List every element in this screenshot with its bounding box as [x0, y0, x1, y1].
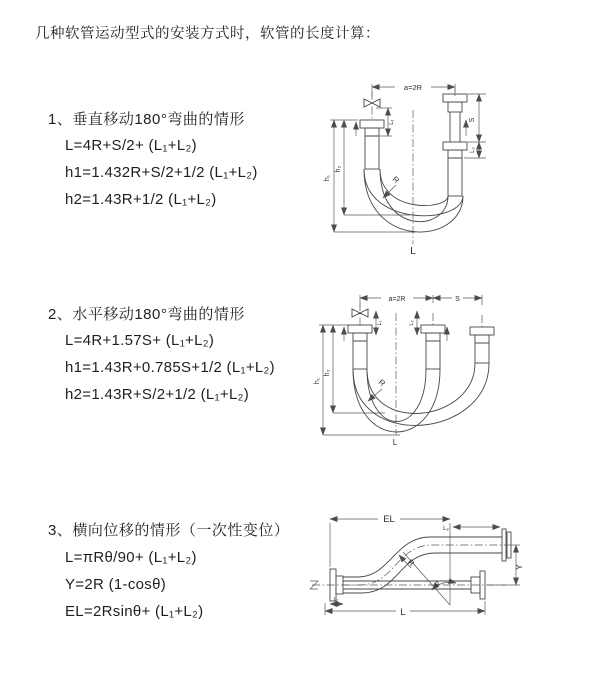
dimension-label: L₁ — [333, 597, 339, 603]
dimension-label: EL — [383, 514, 395, 525]
section-3-heading: 3、横向位移的情形（一次性变位） — [48, 522, 290, 539]
braided-hose-section — [448, 158, 462, 196]
section-2-heading: 2、水平移动180°弯曲的情形 — [48, 306, 245, 323]
page-title: 几种软管运动型式的安装方式时，软管的长度计算： — [35, 26, 380, 42]
dimension-width — [372, 82, 455, 96]
dimension-label: L₂ — [409, 320, 415, 326]
formula-line: h1=1.43R+0.785S+1/2 (L₁+L₂) — [65, 359, 275, 376]
braided-hose-section — [475, 343, 489, 363]
dimension-label: h₁ — [314, 377, 321, 385]
formula-line: Y=2R (1-cosθ) — [65, 576, 167, 593]
dimension-l2 — [409, 311, 417, 335]
dimension-label: S — [455, 296, 460, 303]
dimension-label: L₂ — [470, 147, 476, 153]
dimension-label: Y — [514, 564, 524, 570]
formula-line: h1=1.432R+S/2+1/2 (L₁+L₂) — [65, 164, 258, 181]
dimension-label: a=2R — [403, 83, 423, 92]
dimension-s — [468, 94, 486, 142]
dimension-label: h₂ — [335, 165, 342, 173]
right-pipe-fitting — [470, 315, 494, 363]
middle-pipe-fitting — [421, 313, 447, 369]
radius-callout — [383, 175, 401, 198]
dimension-label: L — [410, 246, 416, 257]
braided-hose-section — [365, 136, 379, 169]
diagram-horizontal-180-bend — [310, 283, 600, 465]
curved-hose-position — [343, 537, 507, 593]
dimension-label: L₁ — [389, 119, 395, 125]
dimension-label: L — [392, 438, 398, 447]
diagram-vertical-180-bend — [312, 72, 590, 267]
dimension-l1 — [330, 597, 343, 604]
dimension-label: L₂ — [443, 526, 449, 532]
dimension-l2 — [443, 526, 500, 532]
dimension-label: h₂ — [324, 369, 331, 377]
hose-curves — [353, 363, 489, 432]
braided-hose-section — [353, 341, 367, 369]
formula-line: h2=1.43R+1/2 (L₁+L₂) — [65, 191, 217, 208]
dimension-width — [360, 293, 482, 307]
dimension-label: L — [400, 607, 406, 618]
dimension-h1 — [314, 325, 400, 435]
formula-line: L=πRθ/90+ (L₁+L₂) — [65, 549, 197, 566]
dimension-label: R — [390, 174, 401, 186]
dimension-label: R — [405, 557, 416, 569]
formula-line: h2=1.43R+S/2+1/2 (L₁+L₂) — [65, 386, 250, 403]
dimension-label: θ — [435, 582, 439, 589]
right-pipe-fitting — [443, 88, 467, 196]
formula-line: EL=2Rsinθ+ (L₁+L₂) — [65, 603, 204, 620]
dimension-h2 — [335, 120, 410, 215]
dimension-label: S — [469, 117, 476, 123]
formula-line: L=4R+1.57S+ (L₁+L₂) — [65, 332, 215, 349]
dimension-label: h₁ — [324, 174, 331, 182]
section-1-heading: 1、垂直移动180°弯曲的情形 — [48, 111, 245, 128]
dimension-label: R — [376, 377, 387, 389]
dimension-label: a=2R — [388, 296, 406, 303]
dimension-l — [325, 601, 485, 618]
dimension-l1 — [376, 311, 383, 335]
diagram-lateral-displacement — [300, 505, 600, 650]
braided-hose-section — [426, 341, 440, 369]
dimension-el — [330, 512, 450, 605]
formula-line: L=4R+S/2+ (L₁+L₂) — [65, 137, 197, 154]
dimension-label: L₁ — [377, 320, 383, 326]
